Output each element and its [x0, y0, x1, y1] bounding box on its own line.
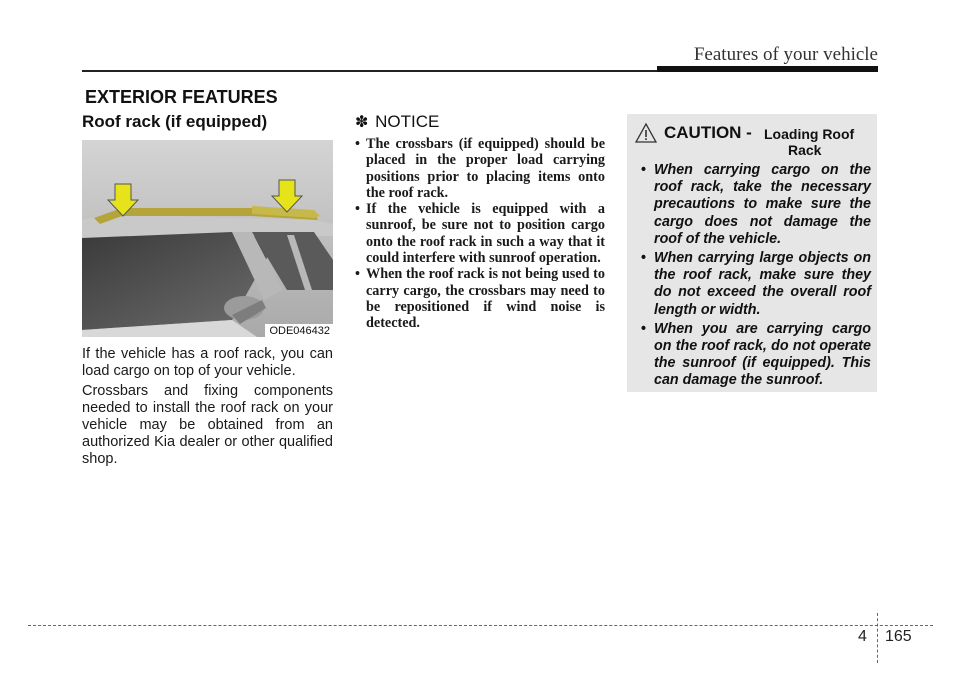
caution-subtitle-line2: Rack [788, 142, 822, 158]
caution-label: CAUTION - [664, 123, 752, 142]
caution-list [641, 162, 871, 392]
chapter-number: 4 [858, 628, 867, 645]
notice-list [355, 136, 605, 332]
roof-rack-heading: Roof rack (if equipped) [82, 112, 268, 131]
caution-item: • When you are carrying cargo on the roof rack, do not operate the sunroof (if equipped). This can damage the sunroof. [641, 321, 871, 390]
page-number: 165 [885, 628, 912, 645]
notice-item: • When the roof rack is not being used to carry cargo, the crossbars may need to be repositioned if wind noise is detected. [355, 266, 605, 331]
notice-item: • If the vehicle is equipped with a sunroof, be sure not to position cargo onto the roof rack in such a way that it could interfere with sunroof operation. [355, 201, 605, 266]
caution-subtitle-line1: Loading Roof [764, 126, 855, 142]
warning-triangle-icon [635, 123, 657, 143]
notice-star-icon: ✽ [355, 114, 369, 131]
footer-page-separator [877, 613, 878, 663]
header-title: Features of your vehicle [693, 44, 878, 65]
roof-rack-figure [82, 140, 333, 337]
figure-code: ODE046432 [265, 324, 333, 337]
notice-item: • The crossbars (if equipped) should be placed in the proper load carrying positions prior to placing items onto the roof rack. [355, 136, 605, 201]
notice-title-text: NOTICE [375, 112, 440, 131]
roof-rack-paragraph-1: If the vehicle has a roof rack, you can load cargo on top of your vehicle. [82, 346, 333, 379]
footer-divider [28, 625, 933, 626]
roof-rack-paragraph-2: Crossbars and fixing components needed to install the roof rack on your vehicle may be obtained from an authorized Kia dealer or other qualified shop. [82, 383, 333, 467]
section-title: EXTERIOR FEATURES [85, 87, 278, 107]
roof-rack-illustration [82, 140, 333, 337]
header-rule-accent [657, 66, 878, 72]
caution-box [627, 114, 877, 392]
caution-item: • When carrying cargo on the roof rack, take the necessary precautions to make sure the cargo does not damage the roof of the vehicle. [641, 162, 871, 248]
caution-item: • When carrying large objects on the roof rack, make sure they do not exceed the overall roof length or width. [641, 250, 871, 319]
notice-title [355, 112, 439, 132]
